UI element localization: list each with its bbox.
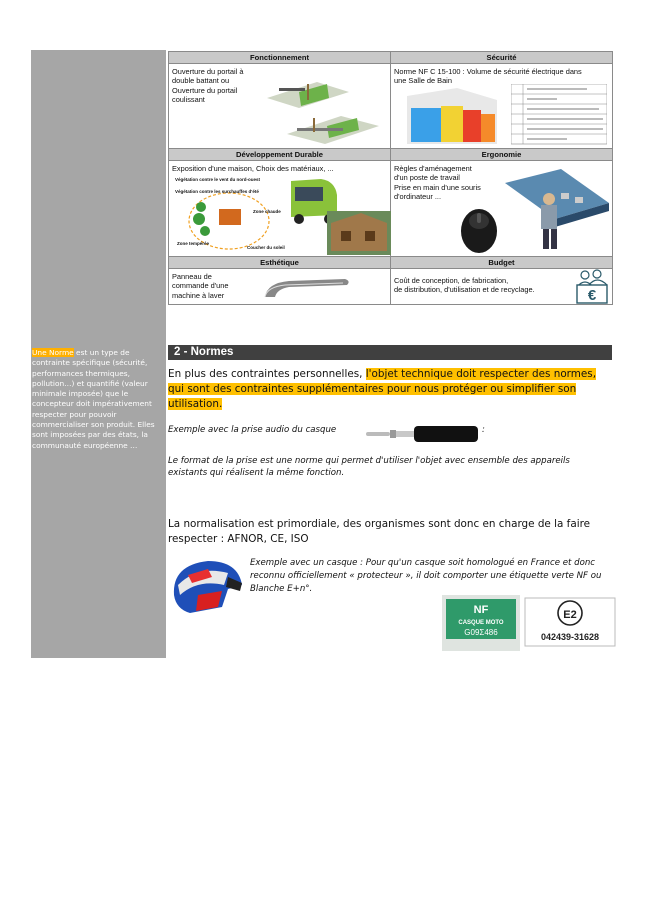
control-panel-illustration bbox=[259, 275, 355, 301]
cell-esthetique bbox=[169, 269, 391, 305]
helmet-illustration bbox=[168, 555, 246, 619]
e2-mark: E2 bbox=[563, 609, 577, 621]
securite-text bbox=[394, 67, 582, 86]
cell-fonctionnement bbox=[169, 64, 391, 149]
label-zone-chaude: Zone chaude bbox=[253, 209, 281, 214]
plug-format-text: Le format de la prise est une norme qui permet d'utiliser l'objet avec ensemble des appareils existants qui réalisent la même fonction. bbox=[168, 456, 570, 478]
cell-ergonomie bbox=[391, 161, 613, 257]
ergonomie-line3: Prise en main d'une souris bbox=[394, 182, 481, 192]
budget-line1: Coût de conception, de fabrication, bbox=[394, 276, 509, 285]
bathroom-volumes-illustration bbox=[397, 86, 507, 148]
cell-developpement bbox=[169, 161, 391, 257]
audio-plug-example-colon: : bbox=[482, 425, 485, 435]
header-esthetique: Esthétique bbox=[169, 257, 391, 269]
header-ergonomie: Ergonomie bbox=[391, 149, 613, 161]
header-developpement: Développement Durable bbox=[169, 149, 391, 161]
fonctionnement-text bbox=[172, 67, 243, 105]
section-title: 2 - Normes bbox=[168, 345, 612, 360]
nf-text: NF bbox=[473, 604, 489, 616]
audio-plug-example: Exemple avec la prise audio du casque bbox=[168, 425, 337, 435]
header-securite: Sécurité bbox=[391, 52, 613, 64]
header-budget: Budget bbox=[391, 257, 613, 269]
house-exposure-illustration bbox=[171, 175, 391, 255]
ergonomie-text bbox=[394, 164, 481, 202]
nf-label bbox=[442, 595, 520, 651]
esthetique-line2: commande d'une bbox=[172, 281, 229, 291]
esthetique-line1: Panneau de bbox=[172, 272, 212, 281]
mouse-illustration bbox=[453, 207, 503, 255]
budget-icon bbox=[573, 269, 611, 305]
securite-line1: Norme NF C 15-100 : Volume de sécurité électrique dans bbox=[394, 67, 582, 76]
label-vent: Végétation contre le vent du nord-ouest bbox=[175, 177, 261, 182]
ergonomie-line2: d'un poste de travail bbox=[394, 173, 460, 183]
sidebar-highlight: Une Norme bbox=[32, 348, 74, 357]
volumes-table-illustration bbox=[511, 84, 607, 146]
norms-intro-highlight: l'objet technique doit respecter des normes, qui sont des contraintes supplémentaires pour nous protéger ou simplifier son utilisation. bbox=[168, 368, 596, 410]
esthetique-line3: machine à laver bbox=[172, 290, 225, 300]
fonctionnement-line4: coulissant bbox=[172, 95, 205, 105]
budget-text bbox=[394, 276, 535, 295]
cell-budget bbox=[391, 269, 613, 305]
normalisation-text: La normalisation est primordiale, des organismes sont donc en charge de la faire respecter : AFNOR, CE, ISO bbox=[168, 518, 591, 545]
workstation-illustration bbox=[501, 163, 611, 255]
norms-intro bbox=[168, 367, 608, 412]
constraints-grid bbox=[168, 51, 613, 305]
budget-line2: de distribution, d'utilisation et de recyclage. bbox=[394, 285, 535, 295]
e2-number: 042439-31628 bbox=[540, 632, 600, 642]
sidebar-definition bbox=[32, 348, 162, 451]
ergonomie-line4: d'ordinateur ... bbox=[394, 192, 442, 202]
esthetique-text bbox=[172, 272, 228, 300]
sidebar-text: est un type de contrainte spécifique (sécurité, performances thermiques, pollution…) et quantifié (valeur minimale imposée) que le concepteur doit impérativement respecter pour pouvoir commercialiser son produit. Elles sont imposées par des états, la communauté européenne … bbox=[32, 348, 155, 450]
cell-securite bbox=[391, 64, 613, 149]
nf-number: G09Σ486 bbox=[464, 628, 498, 637]
label-surchauffe: Végétation contre les surchauffes d'été bbox=[175, 189, 259, 194]
ergonomie-line1: Règles d'aménagement bbox=[394, 164, 472, 173]
developpement-text: Exposition d'une maison, Choix des matériaux, ... bbox=[172, 164, 334, 173]
label-zone-temperee: Zone tempérée bbox=[177, 241, 210, 246]
audio-jack-icon bbox=[364, 424, 480, 444]
helmet-example-text: Exemple avec un casque : Pour qu'un casque soit homologué en France et donc reconnu officiellement « protecteur », il doit comporter une étiquette verte NF ou Blanche E+n°. bbox=[250, 558, 602, 594]
gate-illustration bbox=[257, 68, 387, 146]
header-fonctionnement: Fonctionnement bbox=[169, 52, 391, 64]
label-coucher: Coucher du soleil bbox=[247, 245, 285, 250]
e2-label bbox=[524, 597, 616, 647]
fonctionnement-line3: Ouverture du portail bbox=[172, 85, 238, 95]
securite-line2: une Salle de Bain bbox=[394, 76, 452, 86]
norms-intro-start: En plus des contraintes personnelles, bbox=[168, 368, 366, 380]
nf-category: CASQUE MOTO bbox=[458, 620, 504, 626]
fonctionnement-line2: double battant ou bbox=[172, 76, 230, 86]
fonctionnement-line1: Ouverture du portail à bbox=[172, 67, 244, 76]
euro-symbol: € bbox=[587, 287, 597, 304]
